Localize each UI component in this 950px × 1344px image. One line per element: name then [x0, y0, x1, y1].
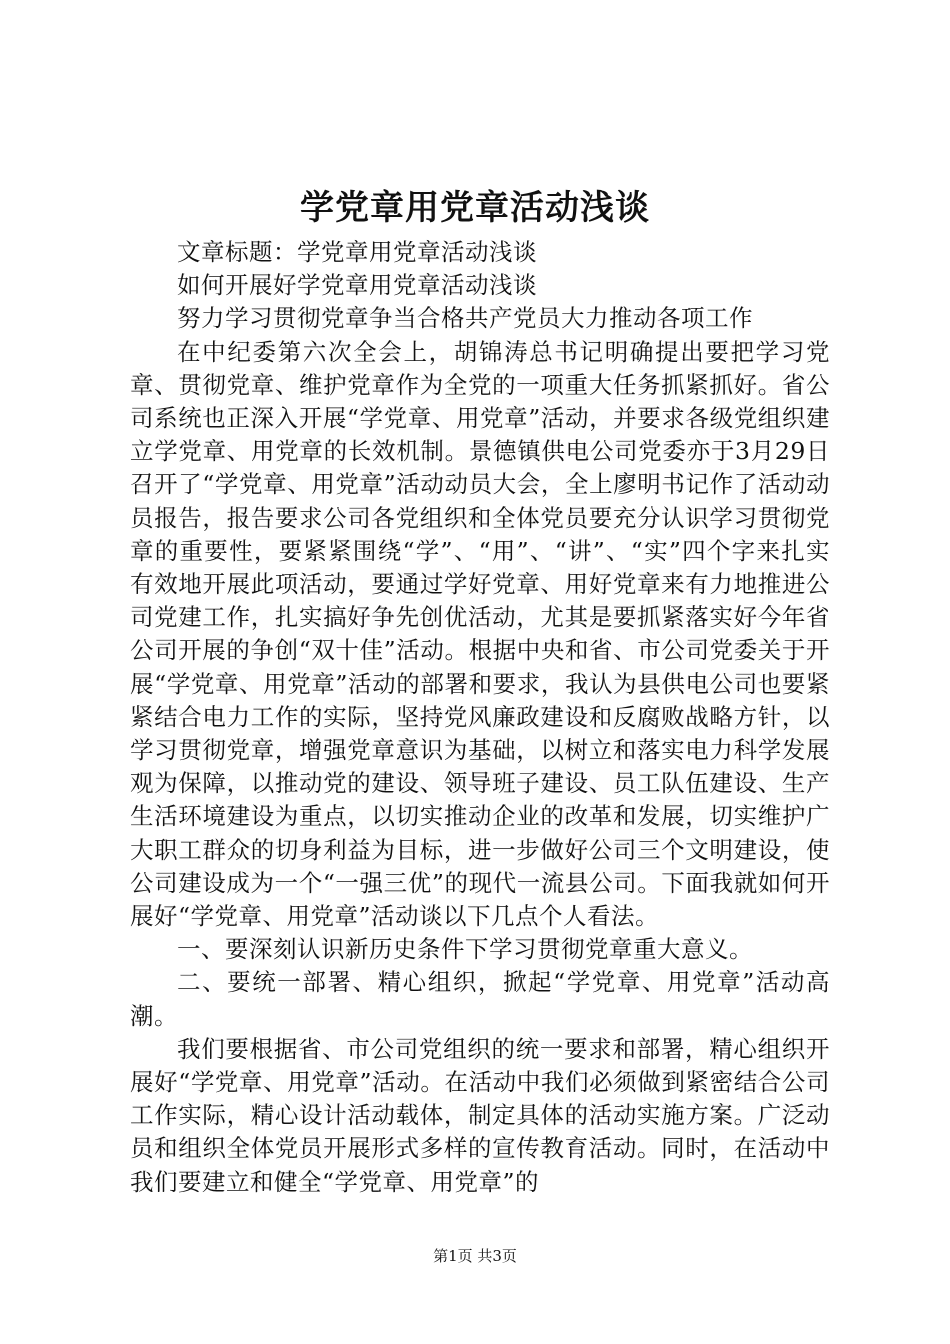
- document-body: [130, 236, 830, 1199]
- paragraph-intro: 在中纪委第六次全会上，胡锦涛总书记明确提出要把学习党章、贯彻党章、维护党章作为全党的一项重大任务抓紧抓好。省公司系统也正深入开展“学党章、用党章”活动，并要求各级党组织建立学党章、用党章的长效机制。景德镇供电公司党委亦于3月29日召开了“学党章、用党章”活动动员大会，全上廖明书记作了活动动员报告，报告要求公司各党组织和全体党员要充分认识学习贯彻党章的重要性，要紧紧围绕“学”、“用”、“讲”、“实”四个字来扎实有效地开展此项活动，要通过学好党章、用好党章来有力地推进公司党建工作，扎实搞好争先创优活动，尤其是要抓紧落实好今年省公司开展的争创“双十佳”活动。根据中央和省、市公司党委关于开展“学党章、用党章”活动的部署和要求，我认为县供电公司也要紧紧结合电力工作的实际，坚持党风廉政建设和反腐败战略方针，以学习贯彻党章，增强党章意识为基础，以树立和落实电力科学发展观为保障，以推动党的建设、领导班子建设、员工队伍建设、生产生活环境建设为重点，以切实推动企业的改革和发展，切实维护广大职工群众的切身利益为目标，进一步做好公司三个文明建设，使公司建设成为一个“一强三优”的现代一流县公司。下面我就如何开展好“学党章、用党章”活动谈以下几点个人看法。: [130, 337, 830, 931]
- paragraph-section-one: 一、要深刻认识新历史条件下学习贯彻党章重大意义。: [177, 935, 753, 964]
- page-footer: 第1页 共3页: [433, 1247, 517, 1265]
- document-title: 学党章用党章活动浅谈: [300, 188, 650, 228]
- paragraph-section-two: 二、要统一部署、精心组织，掀起“学党章、用党章”活动高潮。: [130, 968, 830, 1030]
- paragraph-heading: 努力学习贯彻党章争当合格共产党员大力推动各项工作: [177, 304, 753, 333]
- paragraph-subtitle: 如何开展好学党章用党章活动浅谈: [177, 271, 537, 300]
- paragraph-article-title: 文章标题：学党章用党章活动浅谈: [177, 238, 537, 266]
- paragraph-section-two-body: 我们要根据省、市公司党组织的统一要求和部署，精心组织开展好“学党章、用党章”活动。在活动中我们必须做到紧密结合公司工作实际，精心设计活动载体，制定具体的活动实施方案。广泛动员和组织全体党员开展形式多样的宣传教育活动。同时，在活动中我们要建立和健全“学党章、用党章”的: [130, 1034, 830, 1196]
